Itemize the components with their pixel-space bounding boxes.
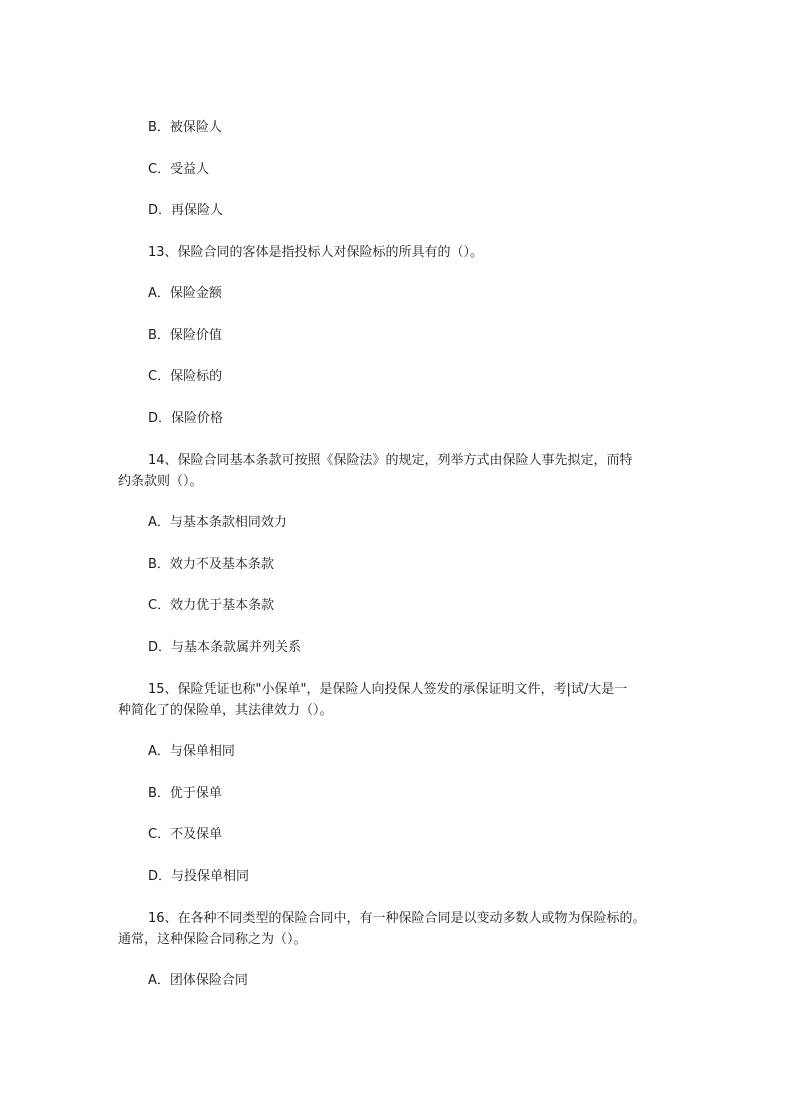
- question-16-line1: 16、在各种不同类型的保险合同中，有一种保险合同是以变动多数人或物为保险标的。: [148, 911, 646, 926]
- option-a-amount: A．保险金额: [148, 286, 222, 301]
- question-15-line2: 种简化了的保险单，其法律效力（）。: [118, 703, 333, 718]
- option-a-same-policy: A．与保单相同: [148, 744, 235, 759]
- question-14-line1: 14、保险合同基本条款可按照《保险法》的规定，列举方式由保险人事先拟定，而特: [148, 453, 633, 468]
- option-d-reinsurer: D．再保险人: [148, 203, 224, 218]
- option-c-superior-effect: C．效力优于基本条款: [148, 598, 275, 613]
- option-b-insured: B．被保险人: [148, 120, 222, 135]
- option-b-better-policy: B．优于保单: [148, 786, 222, 801]
- option-d-application: D．与投保单相同: [148, 869, 250, 884]
- option-c-subject: C．保险标的: [148, 369, 223, 384]
- option-d-price: D．保险价格: [148, 411, 224, 426]
- option-d-parallel: D．与基本条款属并列关系: [148, 640, 302, 655]
- option-c-beneficiary: C．受益人: [148, 162, 210, 177]
- question-15-line1: 15、保险凭证也称"小保单"，是保险人向投保人签发的承保证明文件，考|试/大是一: [148, 682, 628, 697]
- question-13: 13、保险合同的客体是指投标人对保险标的所具有的（）。: [148, 245, 484, 260]
- option-a-same-effect: A．与基本条款相同效力: [148, 515, 287, 530]
- option-c-less-policy: C．不及保单: [148, 827, 223, 842]
- question-14-line2: 约条款则（）。: [118, 474, 203, 489]
- option-b-value: B．保险价值: [148, 328, 222, 343]
- question-16-line2: 通常，这种保险合同称之为（）。: [118, 932, 307, 947]
- option-b-less-effect: B．效力不及基本条款: [148, 557, 274, 572]
- option-a-group-contract: A．团体保险合同: [148, 973, 248, 988]
